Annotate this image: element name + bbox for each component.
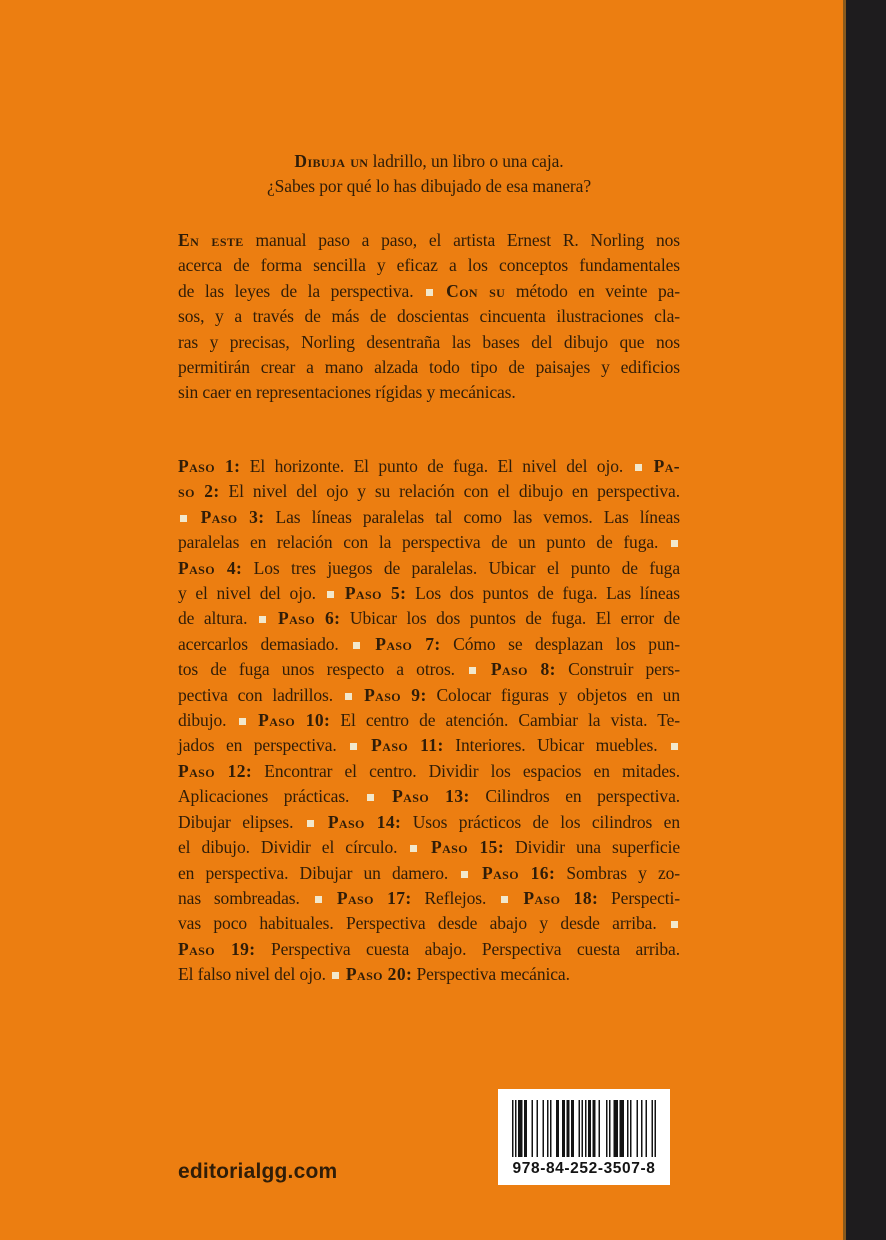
publisher-website: editorialgg.com bbox=[178, 1160, 338, 1183]
bullet-square-icon bbox=[671, 540, 678, 547]
bullet-square-icon bbox=[635, 464, 642, 471]
text-line: dibujo. Paso 10: El centro de atención. Cambiar la vista. Te- bbox=[178, 710, 680, 731]
text-line: permitirán crear a mano alzada todo tipo de paisajes y edificios bbox=[178, 357, 680, 378]
text-line: sin caer en representaciones rígidas y mecánicas. bbox=[178, 382, 516, 403]
text-line: tos de fuga unos respecto a otros. Paso 8: Construir pers- bbox=[178, 659, 680, 680]
bullet-square-icon bbox=[315, 896, 322, 903]
bullet-square-icon bbox=[367, 794, 374, 801]
bullet-square-icon bbox=[350, 743, 357, 750]
text-line: de altura. Paso 6: Ubicar los dos puntos de fuga. El error de bbox=[178, 608, 680, 629]
text-line: El falso nivel del ojo. Paso 20: Perspectiva mecánica. bbox=[178, 964, 570, 985]
text-line: acerca de forma sencilla y eficaz a los conceptos fundamentales bbox=[178, 255, 680, 276]
text-line: ras y precisas, Norling desentraña las bases del dibujo que nos bbox=[178, 331, 680, 352]
bullet-square-icon bbox=[461, 871, 468, 878]
text-line: Paso 12: Encontrar el centro. Dividir los espacios en mitades. bbox=[178, 760, 680, 781]
bullet-square-icon bbox=[469, 667, 476, 674]
text-line: y el nivel del ojo. Paso 5: Los dos puntos de fuga. Las líneas bbox=[178, 583, 680, 604]
barcode-bars-icon bbox=[512, 1100, 656, 1157]
bullet-square-icon bbox=[327, 591, 334, 598]
text-line: so 2: El nivel del ojo y su relación con el dibujo en perspectiva. bbox=[178, 481, 681, 502]
text-line: En este manual paso a paso, el artista Ernest R. Norling nos bbox=[178, 230, 680, 250]
text-line: Aplicaciones prácticas. Paso 13: Cilindros en perspectiva. bbox=[178, 786, 681, 807]
text-line: sos, y a través de más de doscientas cincuenta ilustraciones cla- bbox=[178, 306, 680, 327]
spine-dark-strip bbox=[843, 0, 886, 1240]
text-line: nas sombreadas. Paso 17: Reflejos. Paso 18: Perspecti- bbox=[178, 887, 681, 908]
bullet-square-icon bbox=[671, 743, 678, 750]
text-line: pectiva con ladrillos. Paso 9: Colocar figuras y objetos en un bbox=[178, 684, 680, 705]
isbn-label: 978-84-252-3507-8 bbox=[512, 1160, 656, 1177]
bullet-square-icon bbox=[332, 972, 339, 979]
text-line: Paso 3: Las líneas paralelas tal como las vemos. Las líneas bbox=[178, 505, 680, 530]
text-line: Paso 19: Perspectiva cuesta abajo. Perspectiva cuesta arriba. bbox=[178, 938, 680, 959]
bullet-square-icon bbox=[410, 845, 417, 852]
bullet-square-icon bbox=[345, 693, 352, 700]
text-line: ¿Sabes por qué lo has dibujado de esa manera? bbox=[267, 176, 591, 197]
text-line: Dibuja un ladrillo, un libro o una caja. bbox=[294, 151, 564, 171]
text-line: Paso 1: El horizonte. El punto de fuga. El nivel del ojo. Pa- bbox=[178, 456, 680, 476]
text-line: vas poco habituales. Perspectiva desde abajo y desde arriba. bbox=[178, 911, 680, 936]
bullet-square-icon bbox=[239, 718, 246, 725]
barcode bbox=[498, 1089, 670, 1185]
text-line: de las leyes de la perspectiva. Con su método en veinte pa- bbox=[178, 280, 681, 301]
text-line: Paso 4: Los tres juegos de paralelas. Ubicar el punto de fuga bbox=[178, 557, 680, 578]
bullet-square-icon bbox=[353, 642, 360, 649]
text-line: jados en perspectiva. Paso 11: Interiores. Ubicar muebles. bbox=[178, 733, 680, 758]
bullet-square-icon bbox=[671, 921, 678, 928]
steps-paragraph bbox=[178, 454, 680, 988]
text-line: Dibujar elipses. Paso 14: Usos prácticos de los cilindros en bbox=[178, 811, 680, 832]
description-paragraph bbox=[178, 228, 680, 406]
bullet-square-icon bbox=[307, 820, 314, 827]
text-line: en perspectiva. Dibujar un damero. Paso 16: Sombras y zo- bbox=[178, 862, 680, 883]
bullet-square-icon bbox=[180, 515, 187, 522]
tagline bbox=[178, 149, 680, 200]
bullet-square-icon bbox=[259, 616, 266, 623]
text-line: acercarlos demasiado. Paso 7: Cómo se desplazan los pun- bbox=[178, 633, 680, 654]
bullet-square-icon bbox=[501, 896, 508, 903]
text-line: el dibujo. Dividir el círculo. Paso 15: Dividir una superficie bbox=[178, 837, 680, 858]
bullet-square-icon bbox=[426, 289, 433, 296]
text-line: paralelas en relación con la perspectiva de un punto de fuga. bbox=[178, 530, 680, 555]
